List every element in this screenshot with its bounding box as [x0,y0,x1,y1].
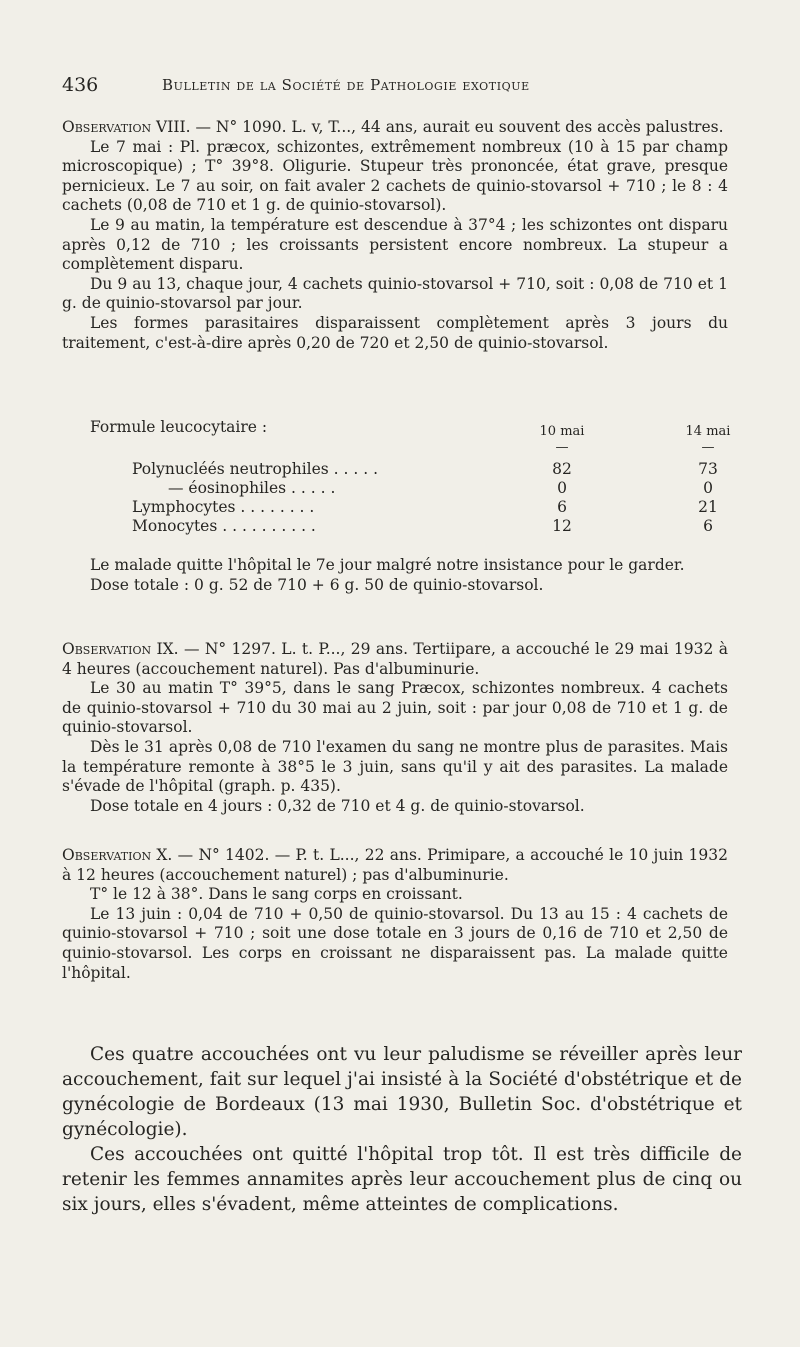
observation-9-paragraph-2: Dès le 31 après 0,08 de 710 l'examen du sang ne montre plus de parasites. Mais la température remonte à 38°5 le 3 juin, sans qu'il y ait des parasites. La malade s'évade de l'hôpital (graph. p. 435). [62,737,728,796]
observation-10-intro: — N° 1402. — P. t. L..., 22 ans. Primipare, a accouché le 10 juin 1932 à 12 heures (accouchement naturel) ; pas d'albuminurie. [62,846,729,884]
row-label: Polynucléés neutrophiles . . . . . [132,460,379,478]
column-header-14-mai: 14 mai [685,424,731,439]
observation-8-paragraph-3: Du 9 au 13, chaque jour, 4 cachets quinio-stovarsol + 710, soit : 0,08 de 710 et 1 g. de quinio-stovarsol par jour. [62,274,728,313]
observation-10-paragraph-2: Le 13 juin : 0,04 de 710 + 0,50 de quinio-stovarsol. Du 13 au 15 : 4 cachets de quinio-stovarsol + 710 ; soit une dose totale en 3 jours de 0,16 de 710 et 2,50 de quinio-stovarsol. Les corps en croissant ne disparaissent pas. La malade quitte l'hôpital. [62,904,728,982]
page-number: 436 [62,74,99,96]
table-row [132,498,742,518]
observation-8-paragraph-5: Le malade quitte l'hôpital le 7e jour malgré notre insistance pour le garder. [90,556,685,574]
closing-paragraph-1: Ces quatre accouchées ont vu leur paludisme se réveiller après leur accouchement, fait sur lequel j'ai insisté à la Société d'obstétrique et de gynécologie de Bordeaux (13 mai 1930, Bulletin Soc. d'obstétrique et gynécologie). [62,1044,742,1140]
observation-8-paragraph-2: Le 9 au matin, la température est descendue à 37°4 ; les schizontes ont disparu après 0,12 de 710 ; les croissants persistent encore nombreux. La stupeur a complètement disparu. [62,215,728,274]
observation-8-paragraph-6: Dose totale : 0 g. 52 de 710 + 6 g. 50 de quinio-stovarsol. [90,575,544,594]
page-header [62,74,742,104]
observation-8-intro: — N° 1090. L. v, T..., 44 ans, aurait eu souvent des accès palustres. [190,118,724,136]
table-row [132,479,742,499]
observation-10 [62,846,728,983]
row-value-14-mai: 21 [698,498,718,516]
closing-paragraph-2: Ces accouchées ont quitté l'hôpital trop tôt. Il est très difficile de retenir les femmes annamites après leur accouchement plus de cinq ou six jours, elles s'évadent, même atteintes de complications. [62,1144,742,1215]
observation-8-paragraph-1: Le 7 mai : Pl. præcox, schizontes, extrêmement nombreux (10 à 15 par champ microscopique) ; T° 39°8. Oligurie. Stupeur très prononcée, état grave, presque pernicieux. Le 7 au soir, on fait avaler 2 cachets de quinio-stovarsol + 710 ; le 8 : 4 cachets (0,08 de 710 et 1 g. de quinio-stovarsol). [62,137,728,215]
observation-8-title: Observation VIII. [62,118,191,136]
observation-9-paragraph-3: Dose totale en 4 jours : 0,32 de 710 et 4 g. de quinio-stovarsol. [90,796,585,815]
closing-remarks [62,1042,742,1217]
observation-8 [62,118,728,353]
observation-9-intro: — N° 1297. L. t. P..., 29 ans. Tertiipare, a accouché le 29 mai 1932 à 4 heures (accouchement naturel). Pas d'albuminurie. [62,640,728,678]
column-header-10-mai: 10 mai [539,424,585,439]
row-value-14-mai: 6 [703,517,713,535]
observation-10-title: Observation X. [62,846,173,864]
observation-8-conclusion [62,556,728,595]
running-head: Bulletin de la Société de Pathologie exotique [162,76,530,94]
row-value-10-mai: 6 [557,498,567,516]
row-label: Monocytes . . . . . . . . . . [132,517,316,535]
table-row [132,517,742,537]
observation-9-paragraph-1: Le 30 au matin T° 39°5, dans le sang Præcox, schizontes nombreux. 4 cachets de quinio-stovarsol + 710 du 30 mai au 2 juin, soit : par jour 0,08 de 710 et 1 g. de quinio-stovarsol. [62,679,728,737]
row-label: Lymphocytes . . . . . . . . [132,498,315,516]
observation-9 [62,640,728,816]
formula-caption: Formule leucocytaire : [90,418,268,436]
observation-9-title: Observation IX. [62,640,179,658]
row-value-14-mai: 73 [698,460,718,478]
row-value-10-mai: 82 [552,460,572,478]
row-label: — éosinophiles . . . . . [168,479,336,497]
row-value-10-mai: 12 [552,517,572,535]
row-value-14-mai: 0 [703,479,713,497]
row-value-10-mai: 0 [557,479,567,497]
leucocyte-formula-table [62,418,742,538]
observation-8-paragraph-4: Les formes parasitaires disparaissent complètement après 3 jours du traitement, c'est-à-dire après 0,20 de 720 et 2,50 de quinio-stovarsol. [62,313,728,352]
column-dash-2: — [701,440,715,455]
observation-10-paragraph-1: T° le 12 à 38°. Dans le sang corps en croissant. [90,885,463,904]
table-row [132,460,742,480]
column-dash-1: — [555,440,569,455]
